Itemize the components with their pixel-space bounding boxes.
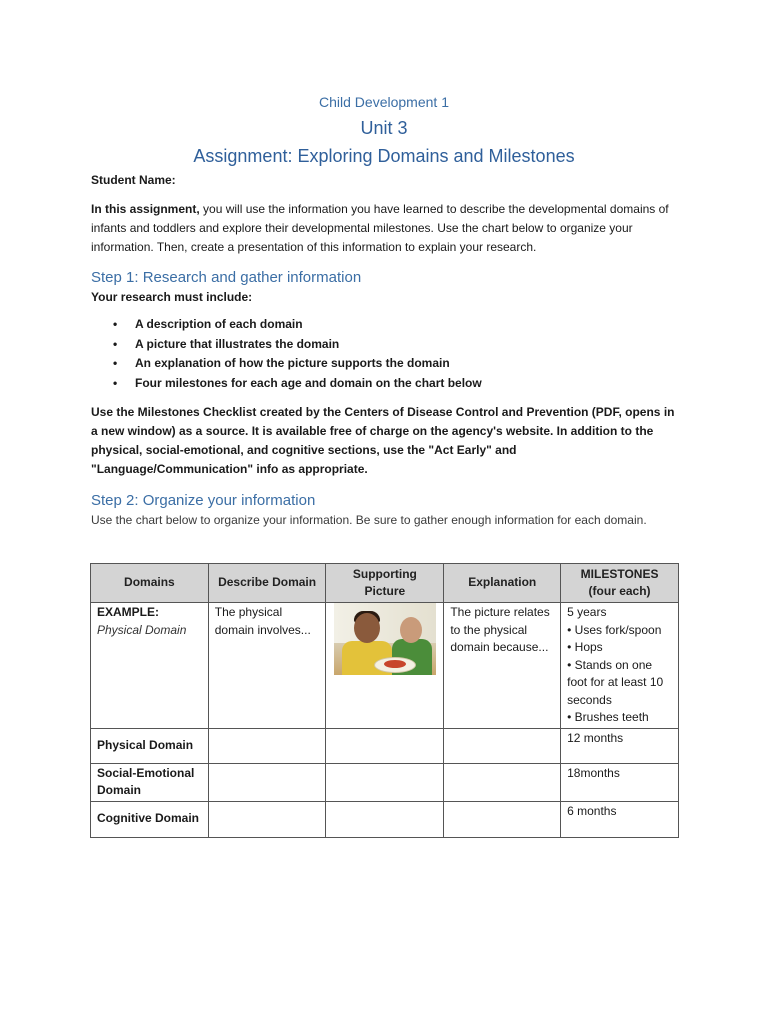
- header-describe-domain: Describe Domain: [208, 564, 326, 603]
- intro-lead: In this assignment,: [91, 202, 200, 216]
- milestone-item: • Stands on one foot for at least 10 seconds: [567, 657, 664, 707]
- explanation-cell[interactable]: [444, 728, 561, 763]
- milestone-item: • Brushes teeth: [567, 710, 649, 724]
- list-item: • An explanation of how the picture supports the domain: [113, 354, 681, 374]
- requirements-list: [113, 315, 681, 393]
- example-domain-cell: [91, 603, 209, 729]
- example-label: EXAMPLE:: [97, 605, 160, 619]
- assignment-body: [91, 171, 681, 539]
- course-name: Child Development 1: [319, 94, 449, 110]
- milestone-cell[interactable]: 12 months: [561, 728, 679, 763]
- explanation-cell[interactable]: [444, 801, 561, 837]
- explanation-cell[interactable]: [444, 763, 561, 801]
- source-note: Use the Milestones Checklist created by the Centers of Disease Control and Prevention (PDF, opens in a new window) as a source. It is available free of charge on the agency's website. In addition to the physical, social-emotional, and cognitive sections, use the "Act Early" and "Language/Communication" info as appropriate.: [91, 405, 675, 476]
- describe-cell[interactable]: [208, 801, 326, 837]
- example-domain-name: Physical Domain: [97, 622, 187, 637]
- step1-subheading: Your research must include:: [91, 290, 253, 304]
- header-explanation: Explanation: [444, 564, 561, 603]
- table-row-example: [91, 603, 679, 729]
- step1-heading: Step 1: Research and gather information: [91, 269, 362, 286]
- describe-cell[interactable]: [208, 728, 326, 763]
- milestone-cell[interactable]: 6 months: [561, 801, 679, 837]
- describe-cell[interactable]: [208, 763, 326, 801]
- table-row: [91, 801, 679, 837]
- example-explanation-cell: The picture relates to the physical domain because...: [444, 603, 561, 729]
- milestone-item: • Hops: [567, 640, 603, 654]
- table-row: [91, 763, 679, 801]
- table-header-row: [91, 564, 679, 603]
- list-item: • A description of each domain: [113, 315, 681, 335]
- header-domains: Domains: [91, 564, 209, 603]
- table-row: [91, 728, 679, 763]
- picture-cell[interactable]: [326, 801, 444, 837]
- student-name-label: Student Name:: [91, 173, 176, 187]
- picture-cell[interactable]: [326, 763, 444, 801]
- domains-chart: [90, 563, 679, 838]
- header-milestones: MILESTONES (four each): [561, 564, 679, 603]
- milestone-cell[interactable]: 18months: [561, 763, 679, 801]
- milestone-item: • Uses fork/spoon: [567, 622, 662, 637]
- intro-body: you will use the information you have learned to describe the developmental domains of infants and toddlers and explore their developmental milestones. Use the chart below to organize your information. Then, create a presentation of this information to explain your research.: [91, 202, 669, 254]
- example-describe-cell: The physical domain involves...: [208, 603, 326, 729]
- domain-name: Social-Emotional Domain: [91, 763, 209, 801]
- step2-instructions: Use the chart below to organize your information. Be sure to gather enough information for each domain.: [91, 513, 647, 527]
- list-item: • A picture that illustrates the domain: [113, 335, 681, 355]
- domain-name: Physical Domain: [91, 728, 209, 763]
- intro-paragraph: [91, 200, 681, 257]
- list-item: • Four milestones for each age and domain on the chart below: [113, 374, 681, 394]
- child-eating-photo: [334, 603, 436, 675]
- unit-title: Unit 3: [360, 118, 408, 138]
- header-supporting-picture: Supporting Picture: [326, 564, 444, 603]
- example-picture-cell: [326, 603, 444, 729]
- assignment-title: Assignment: Exploring Domains and Milestones: [193, 146, 575, 166]
- picture-cell[interactable]: [326, 728, 444, 763]
- domain-name: Cognitive Domain: [91, 801, 209, 837]
- step2-heading: Step 2: Organize your information: [91, 492, 316, 509]
- example-milestones-cell: [561, 603, 679, 729]
- milestone-age: 5 years: [567, 605, 607, 619]
